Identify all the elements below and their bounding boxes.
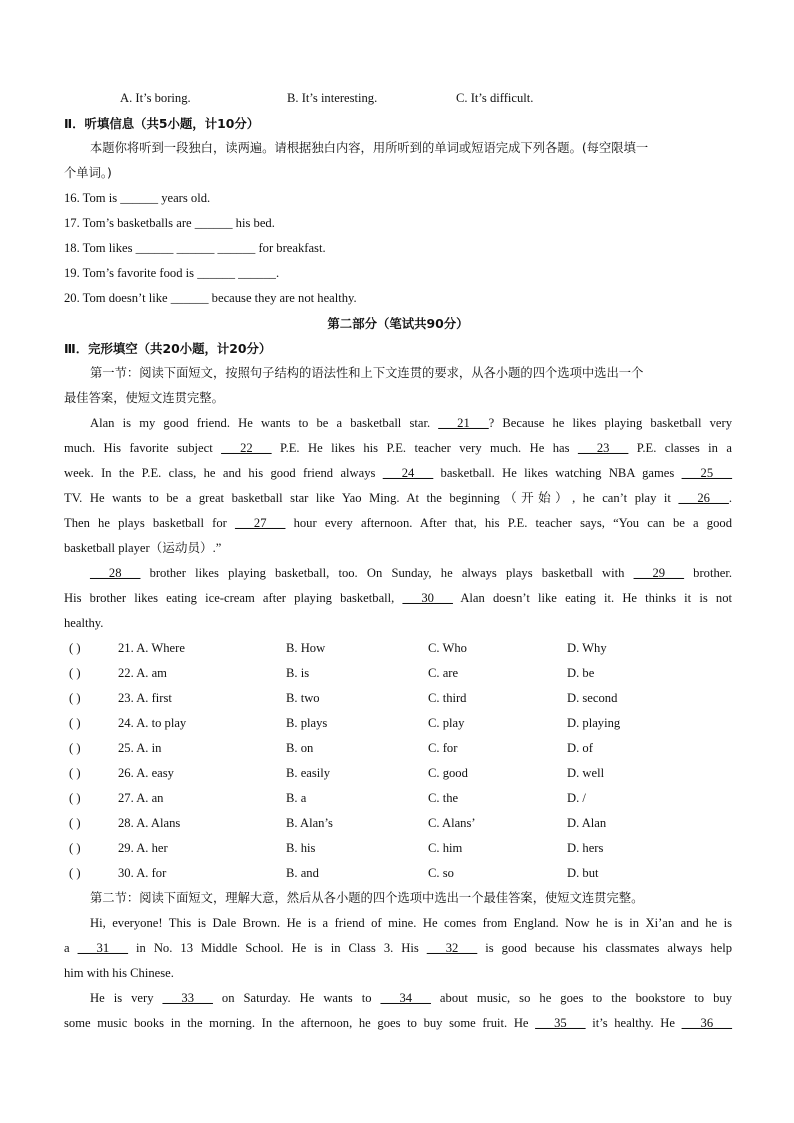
passage1-line5: Then he plays basketball for ___27___ hour every afternoon. After that, his P.E. teacher says, “You can be a good bbox=[64, 516, 732, 530]
listening-item-16: 16. Tom is ______ years old. bbox=[64, 191, 211, 205]
gap-35: ___35___ bbox=[535, 1016, 586, 1030]
question-21: ( ) 21. A. Where B. How C. Who D. Why bbox=[64, 636, 732, 661]
passage1-line2: much. His favorite subject ___22___ P.E. He likes his P.E. teacher very much. He has ___23___ P.E. classes in a bbox=[64, 441, 732, 455]
passage4-line1: He is very ___33___ on Saturday. He wants to ___34___ about music, so he goes to the bookstore to buy bbox=[90, 991, 732, 1005]
answer-paren[interactable]: ( ) bbox=[69, 691, 81, 705]
passage1-line1: Alan is my good friend. He wants to be a basketball star. ___21___? Because he likes playing basketball very bbox=[90, 416, 732, 430]
part2-title: 第二部分（笔试共90分） bbox=[327, 316, 469, 331]
gap-30: ___30___ bbox=[402, 591, 453, 605]
section3-heading: Ⅲ．完形填空（共20小题，计20分） bbox=[64, 341, 272, 356]
exam-page bbox=[64, 86, 732, 1036]
gap-25: ___25___ bbox=[681, 466, 733, 480]
answer-blank: ______ bbox=[238, 266, 276, 280]
gap-22: ___22___ bbox=[221, 441, 272, 455]
option-b: B. It’s interesting. bbox=[287, 91, 378, 105]
question-27: ( ) 27. A. an B. a C. the D. / bbox=[64, 786, 732, 811]
answer-blank: ______ bbox=[135, 241, 174, 255]
passage3-line3: him with his Chinese. bbox=[64, 966, 174, 980]
subsection1-instruction: 第一节：阅读下面短文，按照句子结构的语法性和上下文连贯的要求，从各小题的四个选项中选出一个 bbox=[90, 366, 644, 380]
answer-blank: ______ bbox=[170, 291, 209, 305]
question-30: ( ) 30. A. for B. and C. so D. but bbox=[64, 861, 732, 886]
q15-options bbox=[64, 86, 732, 111]
section2-instruction: 本题你将听到一段独白，读两遍。请根据独白内容，用所听到的单词或短语完成下列各题。(每空限填一 bbox=[90, 141, 649, 155]
answer-blank: ______ bbox=[197, 266, 235, 280]
answer-paren[interactable]: ( ) bbox=[69, 841, 81, 855]
answer-paren[interactable]: ( ) bbox=[69, 766, 81, 780]
answer-paren[interactable]: ( ) bbox=[69, 816, 81, 830]
passage2-line1: ___28___ brother likes playing basketball, too. On Sunday, he always plays basketball with ___29___ brother. bbox=[90, 566, 732, 580]
section2-instruction-cont: 个单词。) bbox=[64, 166, 112, 180]
answer-blank: ______ bbox=[120, 191, 159, 205]
question-23: ( ) 23. A. first B. two C. third D. second bbox=[64, 686, 732, 711]
question-28: ( ) 28. A. Alans B. Alan’s C. Alans’ D. Alan bbox=[64, 811, 732, 836]
gap-33: ___33___ bbox=[162, 991, 213, 1005]
answer-blank: ______ bbox=[176, 241, 215, 255]
listening-item-18: 18. Tom likes ______ ______ ______ for breakfast. bbox=[64, 241, 326, 255]
question-29: ( ) 29. A. her B. his C. him D. hers bbox=[64, 836, 732, 861]
listening-item-17: 17. Tom’s basketballs are ______ his bed. bbox=[64, 216, 275, 230]
passage1-line6: basketball player（运动员）.” bbox=[64, 541, 222, 555]
gap-28: ___28___ bbox=[90, 566, 141, 580]
gap-29: ___29___ bbox=[633, 566, 684, 580]
listening-item-19: 19. Tom’s favorite food is ______ ______. bbox=[64, 266, 280, 280]
subsection2-instruction: 第二节：阅读下面短文，理解大意，然后从各小题的四个选项中选出一个最佳答案，使短文连贯完整。 bbox=[90, 891, 644, 905]
answer-paren[interactable]: ( ) bbox=[69, 866, 81, 880]
listening-item-20: 20. Tom doesn’t like ______ because they are not healthy. bbox=[64, 291, 357, 305]
option-a: A. It’s boring. bbox=[120, 91, 191, 105]
question-25: ( ) 25. A. in B. on C. for D. of bbox=[64, 736, 732, 761]
answer-paren[interactable]: ( ) bbox=[69, 641, 81, 655]
gap-31: ___31___ bbox=[77, 941, 128, 955]
passage2-line2: His brother likes eating ice-cream after playing basketball, ___30___ Alan doesn’t like eating it. He thinks it is not bbox=[64, 591, 732, 605]
question-26: ( ) 26. A. easy B. easily C. good D. well bbox=[64, 761, 732, 786]
question-22: ( ) 22. A. am B. is C. are D. be bbox=[64, 661, 732, 686]
gap-21: ___21___ bbox=[438, 416, 489, 430]
passage3-line1: Hi, everyone! This is Dale Brown. He is a friend of mine. He comes from England. Now he is in Xi’an and he is bbox=[90, 916, 732, 930]
question-24: ( ) 24. A. to play B. plays C. play D. playing bbox=[64, 711, 732, 736]
passage4-line2: some music books in the morning. In the afternoon, he goes to buy some fruit. He ___35___ it’s healthy. He ___36___ bbox=[64, 1016, 732, 1030]
gap-32: ___32___ bbox=[426, 941, 478, 955]
subsection1-instruction-cont: 最佳答案，使短文连贯完整。 bbox=[64, 391, 224, 405]
answer-blank: ______ bbox=[217, 241, 256, 255]
answer-blank: ______ bbox=[194, 216, 233, 230]
passage1-line4: TV. He wants to be a great basketball star like Yao Ming. At the beginning（开始）, he can’t play it ___26___. bbox=[64, 491, 732, 505]
passage3-line2: a ___31___ in No. 13 Middle School. He is in Class 3. His ___32___ is good because his classmates always help bbox=[64, 941, 733, 955]
gap-26: ___26___ bbox=[678, 491, 729, 505]
passage1-line3: week. In the P.E. class, he and his good friend always ___24___ basketball. He likes watching NBA games ___25___ bbox=[64, 466, 733, 480]
answer-paren[interactable]: ( ) bbox=[69, 716, 81, 730]
section2-heading: Ⅱ．听填信息（共5小题，计10分） bbox=[64, 116, 260, 131]
answer-paren[interactable]: ( ) bbox=[69, 791, 81, 805]
gap-34: ___34___ bbox=[380, 991, 431, 1005]
answer-paren[interactable]: ( ) bbox=[69, 666, 81, 680]
answer-paren[interactable]: ( ) bbox=[69, 741, 81, 755]
gap-23: ___23___ bbox=[577, 441, 629, 455]
gap-36: ___36___ bbox=[681, 1016, 732, 1030]
passage2-line3: healthy. bbox=[64, 616, 104, 630]
gap-24: ___24___ bbox=[382, 466, 434, 480]
option-c: C. It’s difficult. bbox=[456, 91, 534, 105]
gap-27: ___27___ bbox=[235, 516, 286, 530]
